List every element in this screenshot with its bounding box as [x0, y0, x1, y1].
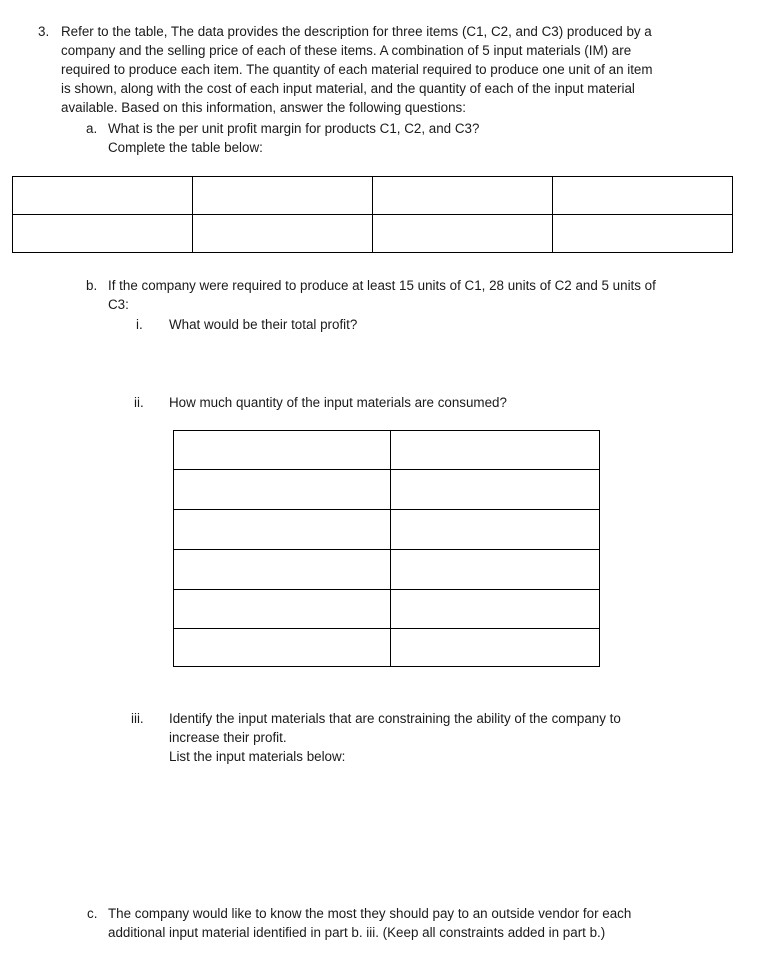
question-text: [61, 22, 653, 117]
part-b-i-text: What would be their total profit?: [169, 317, 358, 332]
question-line: company and the selling price of each of these items. A combination of 5 input materials (IM) are: [61, 43, 632, 58]
table-cell[interactable]: [391, 550, 600, 590]
part-b-marker: b.: [86, 278, 98, 293]
part-a-instruction: Complete the table below:: [108, 140, 263, 155]
part-b-i-marker: i.: [136, 317, 143, 332]
part-c-line: additional input material identified in part b. iii. (Keep all constraints added in part b.): [108, 925, 606, 940]
profit-margin-table: [12, 176, 733, 253]
part-b-iii-marker: iii.: [131, 711, 144, 726]
table-cell[interactable]: [391, 590, 600, 629]
table-cell[interactable]: [373, 177, 553, 215]
part-c-line: The company would like to know the most they should pay to an outside vendor for each: [108, 906, 632, 921]
table-cell[interactable]: [13, 177, 193, 215]
table-row: [174, 550, 600, 590]
table-row: [13, 177, 733, 215]
table-cell[interactable]: [553, 215, 733, 253]
question-line: is shown, along with the cost of each input material, and the quantity of each of the input material: [61, 81, 635, 96]
table-cell[interactable]: [373, 215, 553, 253]
part-b-text: [108, 276, 656, 314]
part-b-line: If the company were required to produce at least 15 units of C1, 28 units of C2 and 5 units of: [108, 278, 656, 293]
part-c-text: [108, 904, 631, 942]
table-row: [174, 431, 600, 470]
table-cell[interactable]: [553, 177, 733, 215]
table-cell[interactable]: [391, 470, 600, 510]
part-a-marker: a.: [86, 121, 98, 136]
question-line: required to produce each item. The quantity of each material required to produce one unit of an item: [61, 62, 653, 77]
materials-consumed-table: [173, 430, 600, 667]
table-cell[interactable]: [391, 431, 600, 470]
table-cell[interactable]: [193, 215, 373, 253]
part-b-ii-text: How much quantity of the input materials are consumed?: [169, 395, 507, 410]
part-b-iii-line: Identify the input materials that are constraining the ability of the company to: [169, 711, 621, 726]
table-cell[interactable]: [13, 215, 193, 253]
table-cell[interactable]: [193, 177, 373, 215]
table-row: [13, 215, 733, 253]
table-cell[interactable]: [174, 550, 391, 590]
part-b-iii-line: increase their profit.: [169, 730, 287, 745]
table-cell[interactable]: [174, 431, 391, 470]
part-b-iii-text: [169, 709, 621, 766]
table-cell[interactable]: [391, 629, 600, 667]
table-cell[interactable]: [174, 590, 391, 629]
question-line: Refer to the table, The data provides the description for three items (C1, C2, and C3) produced by a: [61, 24, 652, 39]
table-row: [174, 510, 600, 550]
part-a-text: [108, 119, 479, 157]
table-cell[interactable]: [174, 629, 391, 667]
part-b-line: C3:: [108, 297, 129, 312]
table-cell[interactable]: [391, 510, 600, 550]
question-number: 3.: [38, 24, 50, 39]
table-row: [174, 470, 600, 510]
question-line: available. Based on this information, answer the following questions:: [61, 100, 466, 115]
table-row: [174, 590, 600, 629]
table-cell[interactable]: [174, 470, 391, 510]
part-b-ii-marker: ii.: [134, 395, 144, 410]
part-a-question: What is the per unit profit margin for products C1, C2, and C3?: [108, 121, 480, 136]
part-b-iii-line: List the input materials below:: [169, 749, 346, 764]
part-c-marker: c.: [87, 906, 98, 921]
table-row: [174, 629, 600, 667]
table-cell[interactable]: [174, 510, 391, 550]
